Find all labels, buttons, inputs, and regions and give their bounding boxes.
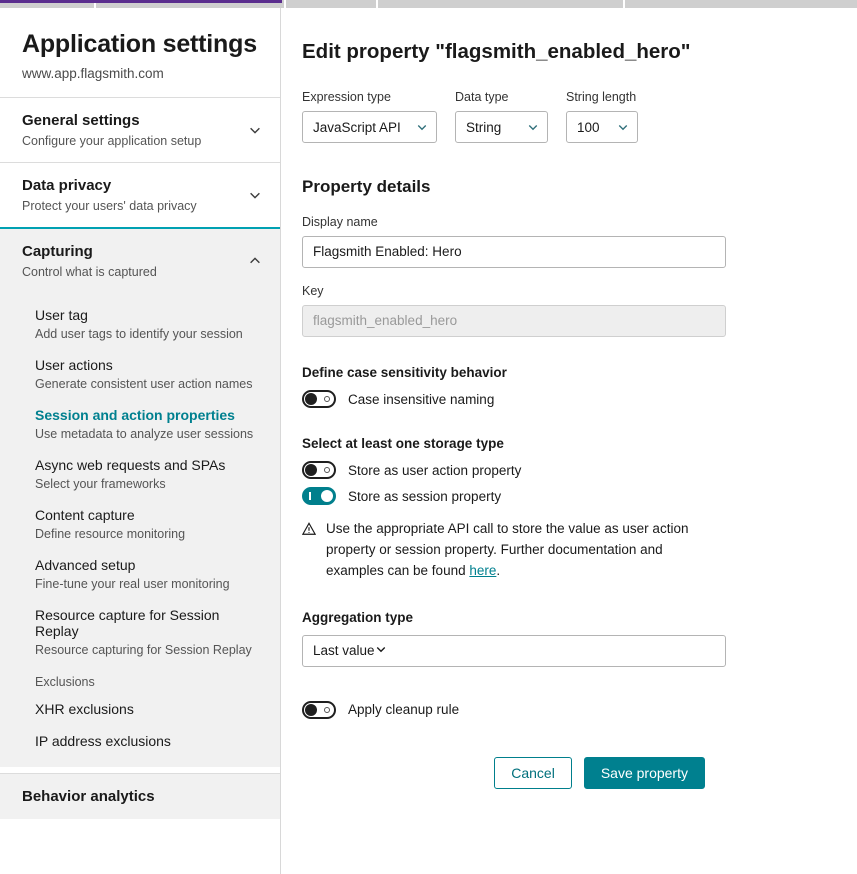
sidebar-group-title: General settings xyxy=(22,112,140,129)
sidebar-header xyxy=(0,8,280,97)
string-length-label: String length xyxy=(566,90,637,104)
chevron-up-icon xyxy=(248,254,262,268)
chevron-down-icon xyxy=(416,121,428,133)
string-length-select[interactable] xyxy=(566,111,638,143)
sidebar-capturing-items xyxy=(0,293,280,767)
sidebar-item-content-capture[interactable] xyxy=(0,499,280,549)
sidebar-item-label: User tag xyxy=(35,307,88,323)
sidebar-group-subtitle: Configure your application setup xyxy=(22,134,202,148)
expression-type-value: JavaScript API xyxy=(313,119,401,135)
cancel-button[interactable]: Cancel xyxy=(494,757,572,789)
sidebar-group-title: Capturing xyxy=(22,243,93,260)
sidebar-group-behavior-analytics[interactable] xyxy=(0,773,280,819)
aggregation-type-select[interactable] xyxy=(302,635,726,667)
sidebar-group-subtitle: Protect your users' data privacy xyxy=(22,199,197,213)
store-as-session-property-label: Store as session property xyxy=(348,488,502,504)
toggle-knob xyxy=(305,704,317,716)
sidebar-section-exclusions: Exclusions xyxy=(35,675,95,689)
browser-tab[interactable] xyxy=(625,0,857,8)
sidebar-item-label: Content capture xyxy=(35,507,135,523)
property-details-heading: Property details xyxy=(302,177,431,196)
accent-bar xyxy=(0,0,282,3)
chevron-down-icon xyxy=(527,121,539,133)
display-name-label: Display name xyxy=(302,215,378,229)
main-content xyxy=(282,8,857,874)
sidebar-item-subtitle: Define resource monitoring xyxy=(35,527,186,541)
sidebar-item-xhr-exclusions[interactable]: XHR exclusions xyxy=(35,701,134,717)
apply-cleanup-rule-toggle[interactable] xyxy=(302,701,336,719)
toggle-knob xyxy=(321,490,333,502)
data-type-field xyxy=(455,90,548,143)
store-as-session-property-toggle[interactable] xyxy=(302,487,336,505)
display-name-input[interactable]: Flagsmith Enabled: Hero xyxy=(302,236,726,268)
sidebar-item-subtitle: Fine-tune your real user monitoring xyxy=(35,577,230,591)
chevron-down-icon xyxy=(248,188,262,202)
toggle-knob xyxy=(305,393,317,405)
store-as-session-property-row xyxy=(302,487,827,505)
warning-icon xyxy=(302,522,316,536)
toggle-knob xyxy=(305,464,317,476)
sidebar-item-user-tag[interactable] xyxy=(0,299,280,349)
sidebar-title: Application settings xyxy=(22,30,257,58)
aggregation-type-value: Last value xyxy=(313,643,375,659)
case-insensitive-naming-label: Case insensitive naming xyxy=(348,391,495,407)
sidebar-subtitle: www.app.flagsmith.com xyxy=(22,66,164,81)
sidebar-item-subtitle: Resource capturing for Session Replay xyxy=(35,643,252,657)
storage-note-before: Use the appropriate API call to store the value as user action property or session property. Further documentation and examples can be found xyxy=(326,521,689,578)
sidebar-item-resource-capture-for-session-replay[interactable] xyxy=(0,599,280,665)
aggregation-type-heading: Aggregation type xyxy=(302,609,414,625)
storage-note xyxy=(302,519,722,582)
sidebar-item-subtitle: Generate consistent user action names xyxy=(35,377,253,391)
documentation-link[interactable]: here xyxy=(469,562,497,578)
case-insensitive-naming-toggle[interactable] xyxy=(302,390,336,408)
sidebar-item-label: User actions xyxy=(35,357,113,373)
sidebar-item-label: Session and action properties xyxy=(35,407,235,423)
store-as-user-action-property-label: Store as user action property xyxy=(348,462,522,478)
sidebar-group-general-settings[interactable] xyxy=(0,97,280,162)
sidebar-group-title: Behavior analytics xyxy=(22,788,155,805)
sidebar-item-label: Async web requests and SPAs xyxy=(35,457,226,473)
sidebar-item-subtitle: Select your frameworks xyxy=(35,477,166,491)
page-title: Edit property "flagsmith_enabled_hero" xyxy=(302,40,691,63)
expression-type-field xyxy=(302,90,437,143)
settings-sidebar xyxy=(0,8,281,874)
case-sensitivity-heading: Define case sensitivity behavior xyxy=(302,365,507,380)
expression-type-label: Expression type xyxy=(302,90,391,104)
toggle-off-marker xyxy=(324,396,330,402)
sidebar-item-ip-address-exclusions[interactable]: IP address exclusions xyxy=(35,733,171,749)
sidebar-item-advanced-setup[interactable] xyxy=(0,549,280,599)
key-input: flagsmith_enabled_hero xyxy=(302,305,726,337)
sidebar-item-label: Advanced setup xyxy=(35,557,136,573)
data-type-label: Data type xyxy=(455,90,509,104)
browser-tab[interactable] xyxy=(286,0,376,8)
apply-cleanup-rule-row xyxy=(302,701,827,719)
sidebar-group-data-privacy[interactable] xyxy=(0,162,280,227)
store-as-user-action-property-row xyxy=(302,461,827,479)
toggle-off-marker xyxy=(324,467,330,473)
sidebar-item-label: Resource capture for Session Replay xyxy=(35,607,220,639)
save-property-button[interactable]: Save property xyxy=(584,757,705,789)
display-name-field xyxy=(302,215,827,268)
key-field xyxy=(302,284,827,337)
sidebar-group-title: Data privacy xyxy=(22,177,112,194)
sidebar-item-session-and-action-properties[interactable] xyxy=(0,399,280,449)
chevron-down-icon xyxy=(375,643,387,658)
storage-note-after: . xyxy=(496,562,501,578)
chevron-down-icon xyxy=(617,121,629,133)
sidebar-item-async-web-requests-and-spas[interactable] xyxy=(0,449,280,499)
sidebar-group-subtitle: Control what is captured xyxy=(22,265,157,279)
form-actions xyxy=(302,757,827,789)
expression-type-select[interactable] xyxy=(302,111,437,143)
key-label: Key xyxy=(302,284,324,298)
browser-tab[interactable] xyxy=(378,0,623,8)
toggle-on-marker xyxy=(309,492,311,500)
sidebar-item-subtitle: Use metadata to analyze user sessions xyxy=(35,427,254,441)
string-length-value: 100 xyxy=(577,119,600,135)
data-type-select[interactable] xyxy=(455,111,548,143)
case-insensitive-naming-row xyxy=(302,390,827,408)
sidebar-group-capturing[interactable] xyxy=(0,227,280,293)
store-as-user-action-property-toggle[interactable] xyxy=(302,461,336,479)
storage-note-text xyxy=(326,519,722,582)
sidebar-item-subtitle: Add user tags to identify your session xyxy=(35,327,243,341)
chevron-down-icon xyxy=(248,123,262,137)
top-fields-row xyxy=(302,90,827,143)
toggle-off-marker xyxy=(324,707,330,713)
string-length-field xyxy=(566,90,638,143)
data-type-value: String xyxy=(466,119,502,135)
apply-cleanup-rule-label: Apply cleanup rule xyxy=(348,702,460,718)
sidebar-item-user-actions[interactable] xyxy=(0,349,280,399)
storage-type-heading: Select at least one storage type xyxy=(302,436,504,451)
